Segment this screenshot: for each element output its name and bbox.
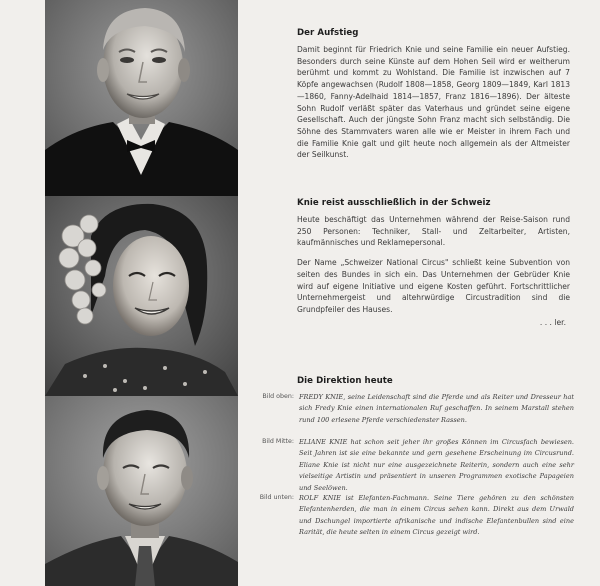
section-direktion [297, 376, 570, 392]
portrait-man-tuxedo [45, 0, 238, 196]
section-body: Damit beginnt für Friedrich Knie und seine Familie ein neuer Aufstieg. Besonders durch seine Künste auf dem Hohen Seil wird er weitherum berühmt und kommt zu Wohlstand. Die Familie ist inzwischen auf 7 Köpfe angewachsen (Rudolf 1808—1858, Georg 1809—1849, Karl 1813—1860, Fanny-Adelhaid 1814—1857, Franz 1816—1896). Der älteste Sohn Rudolf verläßt später das Vaterhaus und gründet seine eigene Gesellschaft. Auch der jüngste Sohn Franz macht sich selbständig. Die Söhne des Stammvaters waren alle wie er Meister in ihrem Fach und die Familie Knie galt und gilt heute noch allgemein als der Altmeister der Seilkunst. [297, 45, 570, 160]
photo-fredy-knie [45, 0, 238, 196]
caption-label: Bild oben: [262, 393, 294, 400]
section-heading: Der Aufstieg [297, 28, 359, 38]
caption-text: ELIANE KNIE hat schon seit jeher ihr großes Können im Circusfach bewiesen. Seit Jahren ist sie eine bekannte und gern gesehene Erscheinung im Circusrund. Eliane Knie ist nicht nur eine ausgezeichnete Reiterin, sondern auch eine sehr vielseitige Artistin und präsentiert in unseren Programmen exotische Papageien und Seelöwen. [299, 438, 574, 492]
portrait-woman-flowers [45, 196, 238, 396]
section-aufstieg [297, 28, 570, 161]
section-heading: Die Direktion heute [297, 376, 393, 386]
caption-text: ROLF KNIE ist Elefanten-Fachmann. Seine Tiere gehören zu den schönsten Elefantenherden, die man in einem Circus sehen kann. Direkt aus dem Urwald und Dschungel importierte afrikanische und indische Elefantenbullen sind eine Rarität, die heute selten in einem Circus gezeigt wird. [299, 494, 574, 537]
caption-text: FREDY KNIE, seine Leidenschaft sind die Pferde und als Reiter und Dresseur hat sich Fredy Knie einen internationalen Ruf geschaffen. In seinem Marstall stehen rund 100 erlesene Pferde verschiedenster Rassen. [299, 393, 574, 424]
caption-label: Bild Mitte: [262, 438, 294, 445]
section-body-1: Heute beschäftigt das Unternehmen während der Reise-Saison rund 250 Personen: Techniker, Stall- und Zeltarbeiter, Artisten, kaufmännisches und Reklamepersonal. [297, 215, 570, 248]
author-signature: . . . ler. [539, 317, 566, 327]
section-schweiz [297, 198, 570, 327]
caption-label: Bild unten: [259, 494, 294, 501]
section-body-2: Der Name „Schweizer National Circus" schließt keine Subvention von seiten des Bundes in sich ein. Das Unternehmen der Gebrüder Knie wird auf eigene Initiative und eigene Kosten geführt. Fortschrittlicher Unternehmergeist und altehrwürdige Circustradition sind die Grundpfeiler des Hauses. [297, 258, 570, 314]
photo-eliane-knie [45, 196, 238, 396]
portrait-man-suit [45, 396, 238, 586]
section-heading: Knie reist ausschließlich in der Schweiz [297, 198, 491, 208]
photo-rolf-knie [45, 396, 238, 586]
